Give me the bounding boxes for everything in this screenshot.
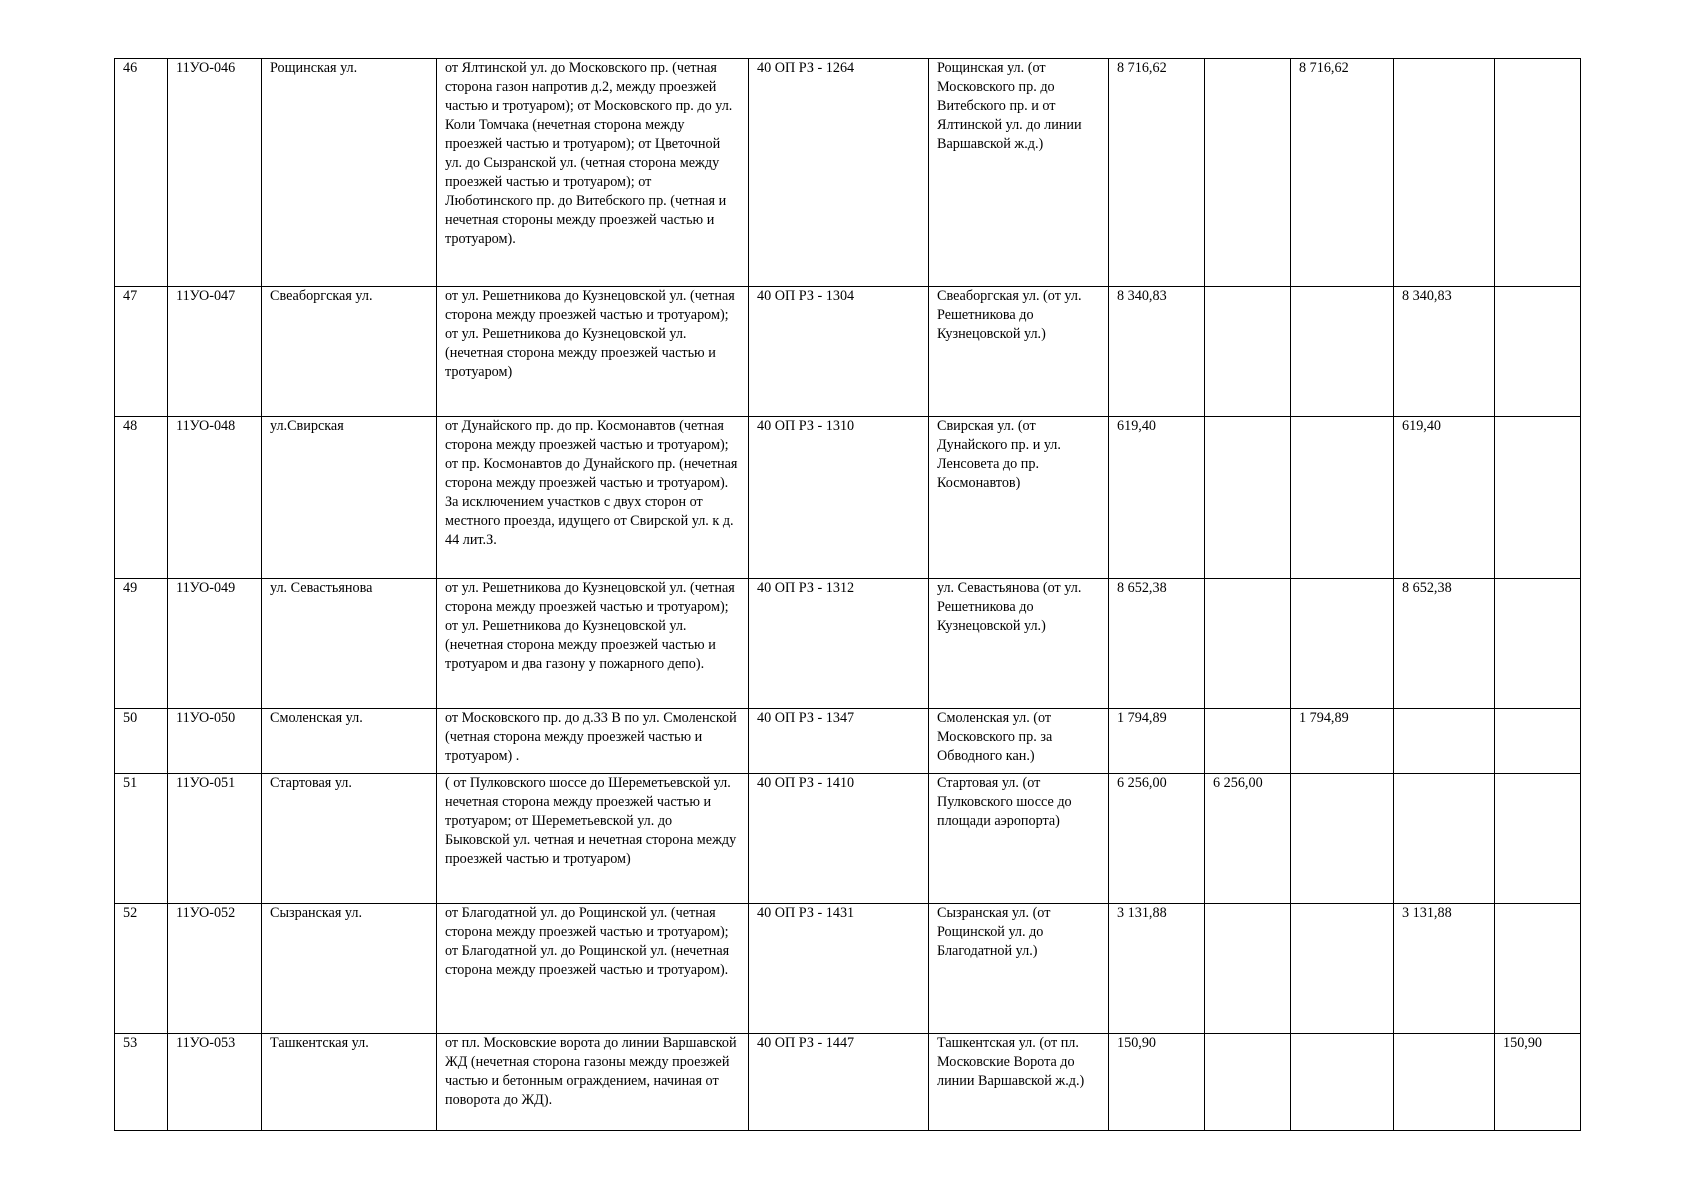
area-value [1394,774,1495,904]
street-name: Ташкентская ул. [262,1034,437,1131]
street-name: Смоленская ул. [262,709,437,774]
row-number: 47 [115,287,168,417]
area-total: 8 652,38 [1109,579,1205,709]
area-value [1495,417,1581,579]
area-value: 8 652,38 [1394,579,1495,709]
table-row [115,417,1581,579]
road-name: Стартовая ул. (от Пулковского шоссе до площади аэропорта) [929,774,1109,904]
area-value: 6 256,00 [1205,774,1291,904]
table-row [115,774,1581,904]
road-id: 40 ОП РЗ - 1310 [749,417,929,579]
area-value [1291,774,1394,904]
area-value [1205,579,1291,709]
table-row [115,1034,1581,1131]
road-name: Свеаборгская ул. (от ул. Решетникова до Кузнецовской ул.) [929,287,1109,417]
section-description: от Ялтинской ул. до Московского пр. (четная сторона газон напротив д.2, между проезжей частью и тротуаром); от Московского пр. до ул. Коли Томчака (нечетная сторона между проезжей частью и тротуаром); от Цветочной ул. до Сызранской ул. (четная сторона между проезжей частью и тротуаром); от Люботинского пр. до Витебского пр. (четная и нечетная стороны между проезжей частью и тротуаром). [437,59,749,287]
table-row [115,579,1581,709]
area-total: 1 794,89 [1109,709,1205,774]
table-row [115,59,1581,287]
area-value [1205,417,1291,579]
area-value [1394,59,1495,287]
area-value [1291,579,1394,709]
road-id: 40 ОП РЗ - 1447 [749,1034,929,1131]
object-code: 11УО-052 [168,904,262,1034]
street-name: Стартовая ул. [262,774,437,904]
area-value [1495,709,1581,774]
object-code: 11УО-047 [168,287,262,417]
table-row [115,904,1581,1034]
road-id: 40 ОП РЗ - 1431 [749,904,929,1034]
table-row [115,287,1581,417]
area-total: 3 131,88 [1109,904,1205,1034]
area-value: 1 794,89 [1291,709,1394,774]
object-code: 11УО-048 [168,417,262,579]
row-number: 48 [115,417,168,579]
street-name: Сызранская ул. [262,904,437,1034]
street-name: ул. Севастьянова [262,579,437,709]
table-row [115,709,1581,774]
area-total: 8 340,83 [1109,287,1205,417]
area-value [1205,709,1291,774]
area-value [1394,1034,1495,1131]
section-description: от Дунайского пр. до пр. Космонавтов (четная сторона между проезжей частью и тротуаром); от пр. Космонавтов до Дунайского пр. (нечетная сторона между проезжей частью и тротуаром). За исключением участков с двух сторон от местного проезда, идущего от Свирской ул. к д. 44 лит.З. [437,417,749,579]
area-value [1205,59,1291,287]
area-value: 8 716,62 [1291,59,1394,287]
area-total: 150,90 [1109,1034,1205,1131]
road-name: Ташкентская ул. (от пл. Московские Ворота до линии Варшавской ж.д.) [929,1034,1109,1131]
street-name: Свеаборгская ул. [262,287,437,417]
section-description: от пл. Московские ворота до линии Варшавской ЖД (нечетная сторона газоны между проезжей частью и бетонным ограждением, начиная от поворота до ЖД). [437,1034,749,1131]
area-total: 6 256,00 [1109,774,1205,904]
row-number: 50 [115,709,168,774]
table-body [115,59,1581,1131]
area-value: 3 131,88 [1394,904,1495,1034]
road-id: 40 ОП РЗ - 1347 [749,709,929,774]
area-value [1394,709,1495,774]
section-description: от Благодатной ул. до Рощинской ул. (четная сторона между проезжей частью и тротуаром); от Благодатной ул. до Рощинской ул. (нечетная сторона между проезжей частью и тротуаром). [437,904,749,1034]
area-total: 8 716,62 [1109,59,1205,287]
road-id: 40 ОП РЗ - 1312 [749,579,929,709]
street-name: Рощинская ул. [262,59,437,287]
area-value: 619,40 [1394,417,1495,579]
row-number: 49 [115,579,168,709]
road-id: 40 ОП РЗ - 1304 [749,287,929,417]
area-value [1205,1034,1291,1131]
row-number: 51 [115,774,168,904]
object-code: 11УО-046 [168,59,262,287]
road-name: Свирская ул. (от Дунайского пр. и ул. Ленсовета до пр. Космонавтов) [929,417,1109,579]
road-name: ул. Севастьянова (от ул. Решетникова до Кузнецовской ул.) [929,579,1109,709]
street-name: ул.Свирская [262,417,437,579]
area-value [1291,1034,1394,1131]
object-code: 11УО-053 [168,1034,262,1131]
registry-table [114,58,1581,1131]
area-value [1291,287,1394,417]
row-number: 53 [115,1034,168,1131]
road-id: 40 ОП РЗ - 1410 [749,774,929,904]
area-value [1495,774,1581,904]
object-code: 11УО-049 [168,579,262,709]
area-value [1291,417,1394,579]
area-value [1495,579,1581,709]
road-name: Смоленская ул. (от Московского пр. за Обводного кан.) [929,709,1109,774]
area-value: 8 340,83 [1394,287,1495,417]
section-description: от ул. Решетникова до Кузнецовской ул. (четная сторона между проезжей частью и тротуаром); от ул. Решетникова до Кузнецовской ул. (нечетная сторона между проезжей частью и тротуаром и два газону у пожарного депо). [437,579,749,709]
area-value: 150,90 [1495,1034,1581,1131]
road-id: 40 ОП РЗ - 1264 [749,59,929,287]
row-number: 52 [115,904,168,1034]
area-value [1495,904,1581,1034]
section-description: ( от Пулковского шоссе до Шереметьевской ул. нечетная сторона между проезжей частью и тротуаром; от Шереметьевской ул. до Быковской ул. четная и нечетная сторона между проезжей частью и тротуаром) [437,774,749,904]
area-value [1495,59,1581,287]
road-name: Сызранская ул. (от Рощинской ул. до Благодатной ул.) [929,904,1109,1034]
object-code: 11УО-050 [168,709,262,774]
area-value [1291,904,1394,1034]
object-code: 11УО-051 [168,774,262,904]
area-value [1495,287,1581,417]
road-name: Рощинская ул. (от Московского пр. до Витебского пр. и от Ялтинской ул. до линии Варшавской ж.д.) [929,59,1109,287]
area-value [1205,287,1291,417]
area-total: 619,40 [1109,417,1205,579]
section-description: от ул. Решетникова до Кузнецовской ул. (четная сторона между проезжей частью и тротуаром); от ул. Решетникова до Кузнецовской ул. (нечетная сторона между проезжей частью и тротуаром) [437,287,749,417]
section-description: от Московского пр. до д.33 В по ул. Смоленской (четная сторона между проезжей частью и тротуаром) . [437,709,749,774]
area-value [1205,904,1291,1034]
row-number: 46 [115,59,168,287]
